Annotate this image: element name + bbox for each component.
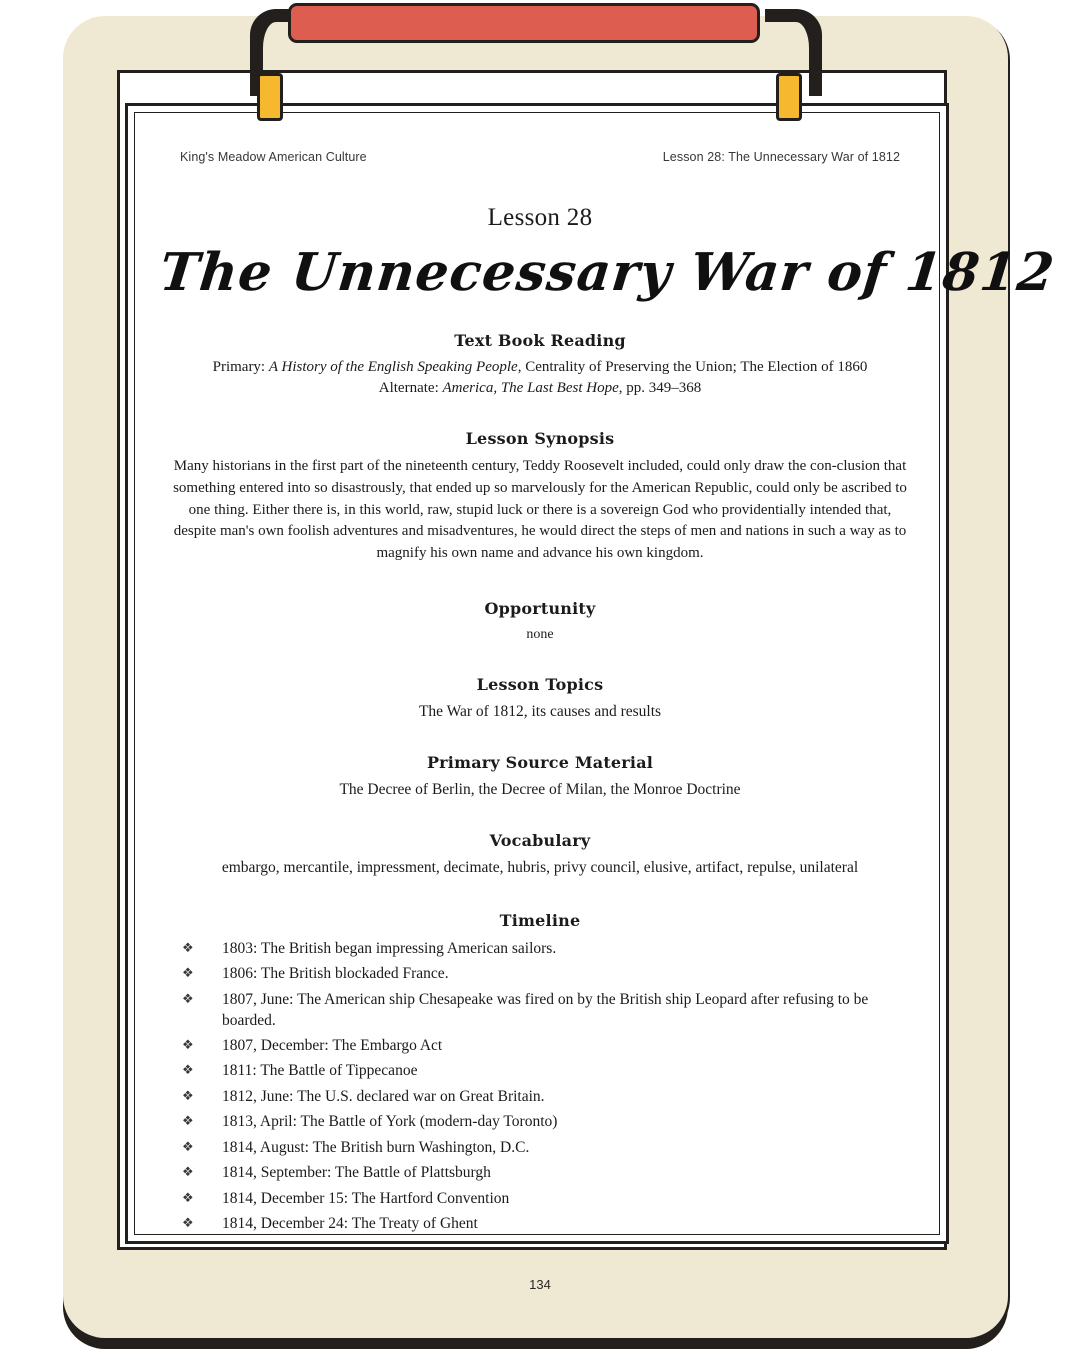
timeline-item-text: 1811: The Battle of Tippecanoe	[222, 1062, 418, 1080]
page-number: 134	[529, 1276, 551, 1292]
lesson-title: The Unnecessary War of 1812	[156, 242, 1058, 303]
timeline-item	[182, 1112, 920, 1133]
clipboard-clip-bar[interactable]	[288, 3, 760, 43]
section-heading-lesson-synopsis: Lesson Synopsis	[465, 429, 615, 449]
timeline-item	[182, 990, 920, 1032]
timeline-bullet-icon: ❖	[182, 1113, 194, 1129]
timeline-item-text: 1803: The British began impressing American sailors.	[222, 939, 557, 957]
timeline-bullet-icon: ❖	[182, 1164, 194, 1180]
timeline-item-text: 1814, September: The Battle of Plattsburgh	[222, 1164, 491, 1182]
timeline-item	[182, 1138, 920, 1159]
reading-alternate-label: Alternate:	[378, 379, 439, 396]
timeline-item-text: 1807, June: The American ship Chesapeake was fired on by the British ship Leopard after refusing to be boarded.	[222, 990, 869, 1029]
section-vocabulary	[160, 831, 920, 879]
clip-tab-right	[776, 73, 802, 121]
reading-primary-rest: , Centrality of Preserving the Union; The Election of 1860	[517, 358, 868, 375]
timeline-item-text: 1812, June: The U.S. declared war on Great Britain.	[222, 1087, 545, 1105]
timeline-bullet-icon: ❖	[182, 1214, 194, 1230]
timeline-item	[182, 1061, 920, 1082]
timeline-bullet-icon: ❖	[182, 1189, 194, 1205]
document-page	[156, 150, 1058, 1292]
timeline-bullet-icon: ❖	[182, 1087, 194, 1103]
reading-alternate-work: America, The Last Best Hope	[442, 379, 619, 396]
timeline-bullet-icon: ❖	[182, 1037, 194, 1052]
reading-alternate-line	[160, 378, 920, 399]
timeline-bullet-icon: ❖	[182, 990, 194, 1006]
section-heading-timeline: Timeline	[499, 910, 581, 930]
timeline-item	[182, 964, 920, 985]
section-lesson-synopsis	[160, 429, 920, 565]
timeline-item-text: 1806: The British blockaded France.	[222, 965, 449, 983]
timeline-item	[182, 1189, 920, 1210]
timeline-item-text: 1814, December 15: The Hartford Convention	[222, 1189, 510, 1207]
timeline-item	[182, 1214, 920, 1235]
section-lesson-topics	[160, 675, 920, 723]
section-timeline	[160, 911, 920, 1235]
section-text-book-reading	[160, 331, 920, 400]
running-head-right: Lesson 28: The Unnecessary War of 1812	[662, 150, 900, 164]
timeline-item	[182, 1163, 920, 1184]
timeline-list	[160, 939, 920, 1235]
section-heading-text-book-reading: Text Book Reading	[454, 330, 626, 350]
timeline-bullet-icon: ❖	[182, 939, 194, 955]
lesson-synopsis-body: Many historians in the first part of the nineteenth century, Teddy Roosevelt included, could only draw the con-clusion that something entered into so disastrously, that ended up so marvelously for the American Republic, could only be ascribed to one thing. Either there is, in this world, raw, stupid luck or there is a sovereign God who providentially intended that, despite man's own foolish adventures and misadventures, he would direct the steps of men and nations in such a way as to magnify his own name and advance his own kingdom.	[173, 458, 907, 562]
reading-primary-label: Primary:	[212, 358, 266, 375]
timeline-item-text: 1807, December: The Embargo Act	[222, 1037, 443, 1054]
running-head-left: King's Meadow American Culture	[180, 150, 367, 164]
timeline-item-text: 1813, April: The Battle of York (modern-day Toronto)	[222, 1113, 558, 1131]
lesson-topics-body: The War of 1812, its causes and results	[418, 702, 662, 720]
running-head	[160, 150, 920, 164]
section-heading-opportunity: Opportunity	[484, 598, 596, 618]
primary-source-material-body: The Decree of Berlin, the Decree of Milan, the Monroe Doctrine	[339, 780, 741, 798]
timeline-bullet-icon: ❖	[182, 1138, 194, 1154]
text-book-reading-body	[160, 357, 920, 400]
timeline-bullet-icon: ❖	[182, 1062, 194, 1078]
timeline-item-text: 1814, December 24: The Treaty of Ghent	[222, 1214, 478, 1232]
reading-primary-line	[160, 357, 920, 378]
section-primary-source-material	[160, 753, 920, 801]
timeline-bullet-icon: ❖	[182, 965, 194, 981]
opportunity-body: none	[526, 626, 554, 642]
clip-tab-left	[257, 73, 283, 121]
section-heading-vocabulary: Vocabulary	[489, 830, 591, 850]
timeline-item	[182, 1087, 920, 1108]
timeline-item	[182, 939, 920, 960]
section-heading-lesson-topics: Lesson Topics	[476, 674, 604, 694]
reading-alternate-rest: , pp. 349–368	[618, 379, 702, 396]
section-heading-primary-source-material: Primary Source Material	[426, 752, 654, 772]
vocabulary-body: embargo, mercantile, impressment, decimate, hubris, privy council, elusive, artifact, repulse, unilateral	[221, 858, 859, 876]
section-opportunity	[160, 599, 920, 645]
timeline-item	[182, 1036, 920, 1057]
reading-primary-work: A History of the English Speaking People	[268, 358, 518, 375]
timeline-item-text: 1814, August: The British burn Washington, D.C.	[222, 1138, 530, 1156]
lesson-number: Lesson 28	[487, 204, 593, 231]
